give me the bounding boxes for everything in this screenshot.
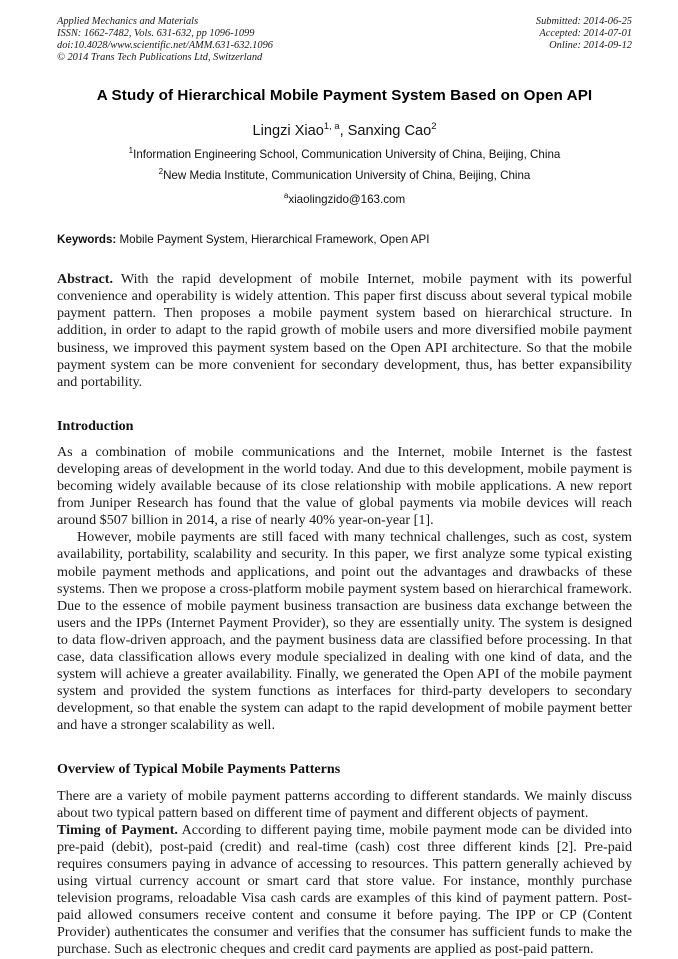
date-accepted: Accepted: 2014-07-01 <box>539 27 632 39</box>
affiliation-2 <box>57 162 632 184</box>
affiliation-1 <box>57 140 632 163</box>
journal-copyright: © 2014 Trans Tech Publications Ltd, Switzerland <box>57 51 263 63</box>
journal-header <box>57 0 632 64</box>
keywords-value: Mobile Payment System, Hierarchical Framework, Open API <box>116 233 430 247</box>
paragraph: However, mobile payments are still faced with many technical challenges, such as cost, system availability, portability, scalability and security. In this paper, we first analyze some typical existing mobile payment methods and applications, and point out the advantages and drawbacks of these systems. Then we propose a cross-platform mobile payment system based on hierarchical framework. Due to the essence of mobile payment business transaction are business data exchange between the users and the IPPs (Internet Payment Provider), so they are essentially unity. The system is designed to data flow-driven approach, and the payment business data are classified before processing. In that case, data classification allows every module specialized in dealing with one kind of data, and the system will achieve a greater availability. Finally, we generated the Open API of the mobile payment system and provided the system functions as interfaces for third-party developers to secondary development, so that enable the system can adapt to the rapid development of mobile payment better and have a stronger scalability as well. <box>57 529 632 734</box>
author-2-affiliation-marker: 2 <box>431 119 437 131</box>
run-in-heading-timing-of-payment: Timing of Payment. <box>57 821 178 838</box>
affiliation-2-marker: 2 <box>158 167 164 177</box>
affiliation-1-marker: 1 <box>128 145 134 155</box>
keywords-line <box>57 207 632 247</box>
author-name-2: Sanxing Cao <box>347 122 432 139</box>
journal-header-dates <box>402 16 632 52</box>
date-online: Online: 2014-09-12 <box>549 39 632 51</box>
journal-issn-volume: ISSN: 1662-7482, Vols. 631-632, pp 1096-1099 <box>57 27 255 39</box>
email-address: xiaolingzido@163.com <box>288 192 406 206</box>
journal-doi: doi:10.4028/www.scientific.net/AMM.631-632.1096 <box>57 39 273 51</box>
affiliation-2-text: New Media Institute, Communication University of China, Beijing, China <box>163 169 531 183</box>
page-title: A Study of Hierarchical Mobile Payment System Based on Open API <box>96 86 593 104</box>
author-separator: , <box>339 122 348 139</box>
corresponding-email <box>57 184 632 208</box>
author-name-1: Lingzi Xiao <box>252 122 324 139</box>
date-submitted: Submitted: 2014-06-25 <box>535 16 632 27</box>
journal-header-left <box>57 16 437 64</box>
paragraph: As a combination of mobile communications and the Internet, mobile Internet is the fastest developing areas of development in the world today. And due to this development, mobile payment is becoming widely available because of its close relationship with mobile applications. A new report from Juniper Research has found that the value of global payments via mobile devices will reach around $507 billion in 2014, a rise of nearly 40% year-on-year [1]. <box>57 443 632 529</box>
page-content <box>57 0 632 959</box>
author-list <box>57 105 632 140</box>
section-heading-overview: Overview of Typical Mobile Payments Patterns <box>57 761 341 778</box>
abstract-paragraph <box>57 247 632 391</box>
paragraph-timing-of-payment <box>57 822 632 959</box>
affiliation-1-text: Information Engineering School, Communication University of China, Beijing, China <box>133 147 561 161</box>
abstract-label: Abstract. <box>57 271 113 288</box>
keywords-label: Keywords: <box>57 233 117 247</box>
abstract-text: With the rapid development of mobile Internet, mobile payment with its powerful convenience and operability is widely attention. This paper first discuss about several typical mobile payment pattern. Then proposes a mobile payment system based on hierarchical structure. In addition, in order to adapt to the rapid growth of mobile users and more diversified mobile payment business, we improved this payment system based on the Open API architecture. So that the mobile payment system can be more convenient for secondary development, thus, has better expansibility and portability. <box>57 271 632 390</box>
paragraph: There are a variety of mobile payment patterns according to different standards. We mainly discuss about two typical pattern based on different time of payment and different objects of payment. <box>57 787 632 821</box>
paragraph-text: According to different paying time, mobile payment mode can be divided into pre-paid (debit), post-paid (credit) and real-time (cash) cost three different kinds [2]. Pre-paid requires consumers paying in advance of accessing to resources. This pattern generally achieved by using virtual currency account or smart card that store value. For instance, monthly purchase television programs, reloadable Visa cash cards are examples of this kind of payment pattern. Post-paid allowed consumers receive content and consume it before paying. The IPP or CP (Content Provider) authenticates the consumer and verifies that the consumer has sufficient funds to make the purchase. Such as electronic cheques and credit card payments are applied as post-paid pattern. <box>57 821 632 958</box>
email-marker: a <box>283 190 289 200</box>
journal-name: Applied Mechanics and Materials <box>57 16 199 27</box>
author-1-affiliation-marker: 1, a <box>323 119 340 131</box>
section-heading-introduction: Introduction <box>57 417 134 434</box>
